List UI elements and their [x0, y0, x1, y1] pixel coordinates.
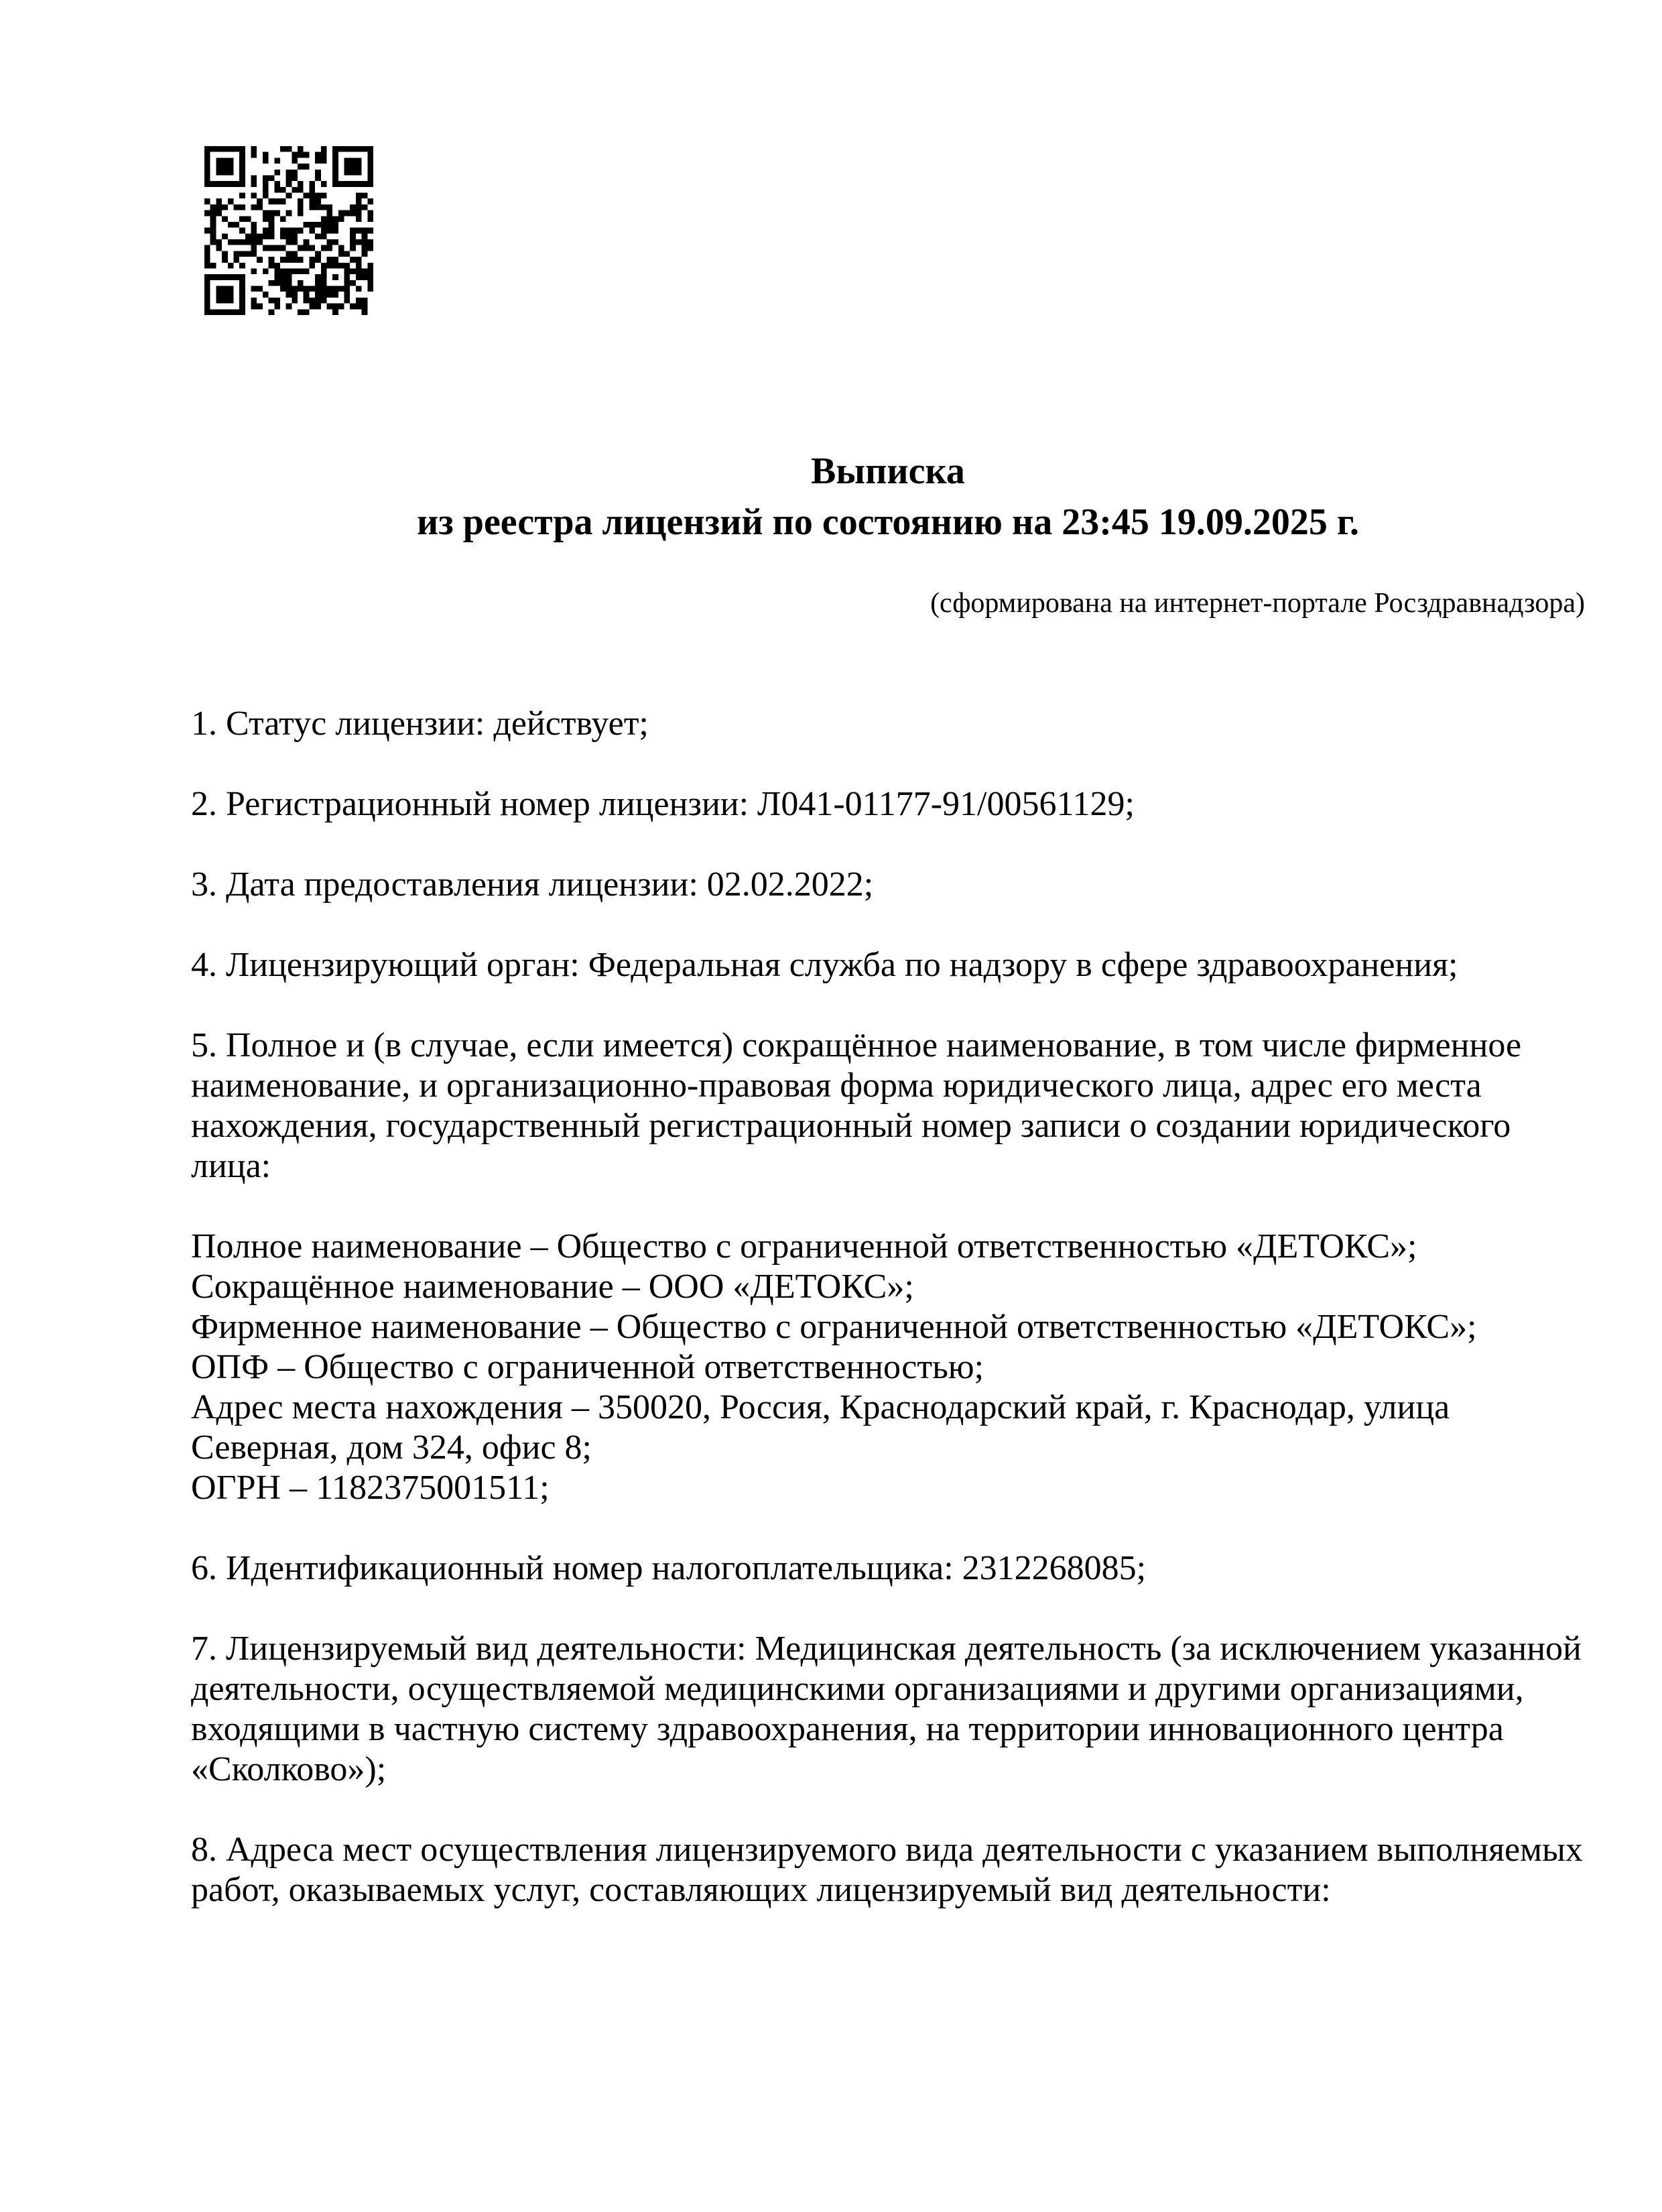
paragraph-license-status: 1. Статус лицензии: действует;: [191, 704, 649, 743]
company-ogrn: ОГРН – 1182375001511;: [191, 1469, 550, 1507]
title-line-2: из реестра лицензий по состоянию на 23:45 19.09.2025 г.: [417, 501, 1359, 543]
paragraph-activity-addresses: 8. Адреса мест осуществления лицензируемого вида деятельности с указанием выполняемых работ, оказываемых услуг, составляющих лицензируемый вид деятельности:: [191, 1831, 1583, 1909]
company-brand-name: Фирменное наименование – Общество с ограниченной ответственностью «ДЕТОКС»;: [191, 1308, 1477, 1346]
document-title: [191, 446, 1585, 548]
company-short-name: Сокращённое наименование – ООО «ДЕТОКС»;: [191, 1268, 914, 1306]
paragraph-name-intro: 5. Полное и (в случае, если имеется) сокращённое наименование, в том числе фирменное наименование, и организационно-правовая форма юридического лица, адрес его места нахождения, государственный регистрационный номер записи о создании юридического лица:: [191, 1026, 1522, 1185]
company-details-block: [191, 1227, 1585, 1508]
qr-code: [204, 146, 373, 315]
document-subtitle: (сформирована на интернет-портале Росздравнадзора): [930, 588, 1585, 619]
paragraph-license-date: 3. Дата предоставления лицензии: 02.02.2022;: [191, 865, 874, 904]
paragraph-inn: 6. Идентификационный номер налогоплательщика: 2312268085;: [191, 1549, 1147, 1587]
paragraph-license-number: 2. Регистрационный номер лицензии: Л041-01177-91/00561129;: [191, 785, 1135, 823]
paragraph-licensing-body: 4. Лицензирующий орган: Федеральная служба по надзору в сфере здравоохранения;: [191, 946, 1458, 984]
company-legal-form: ОПФ – Общество с ограниченной ответственностью;: [191, 1348, 984, 1386]
company-address: Адрес места нахождения – 350020, Россия, Краснодарский край, г. Краснодар, улица Северная, дом 324, офис 8;: [191, 1388, 1450, 1467]
title-line-1: Выписка: [811, 450, 965, 492]
company-full-name: Полное наименование – Общество с ограниченной ответственностью «ДЕТОКС»;: [191, 1227, 1417, 1266]
paragraph-activity-type: 7. Лицензируемый вид деятельности: Медицинская деятельность (за исключением указанной деятельности, осуществляемой медицинскими организациями и другими организациями, входящими в частную систему здравоохранения, на территории инновационного центра «Сколково»);: [191, 1630, 1582, 1788]
document-body: [191, 704, 1585, 1910]
text-column: [191, 446, 1585, 1951]
